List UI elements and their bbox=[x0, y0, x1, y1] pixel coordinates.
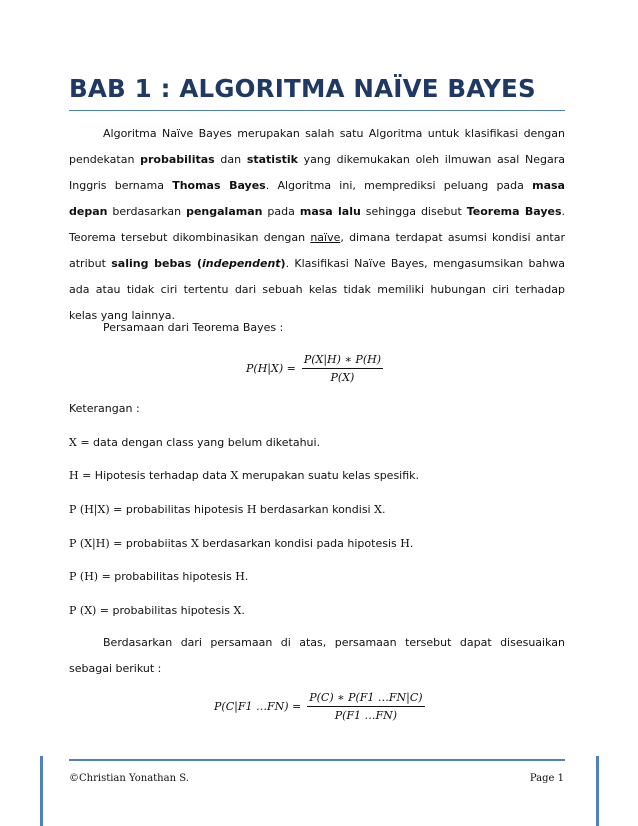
equation-intro: Persamaan dari Teorema Bayes : bbox=[103, 321, 284, 334]
definition-p-h-x: P (H|X) = probabilitas hipotesis H berdasarkan kondisi X. bbox=[69, 503, 386, 516]
intro-paragraph bbox=[69, 121, 565, 329]
chapter-title: BAB 1 : ALGORITMA NAÏVE BAYES bbox=[69, 74, 536, 103]
intro-line-3: Inggris bernama Thomas Bayes. Algoritma ini, memprediksi peluang pada masa bbox=[69, 179, 565, 192]
title-underline bbox=[69, 110, 565, 111]
keterangan-label: Keterangan : bbox=[69, 402, 140, 415]
formula2-numerator: P(C) ∗ P(F1 …FN|C) bbox=[307, 691, 424, 707]
footer-author: ©Christian Yonathan S. bbox=[69, 773, 189, 784]
intro-line-1: Algoritma Naïve Bayes merupakan salah satu Algoritma untuk klasifikasi dengan bbox=[103, 127, 565, 140]
intro-line-7: ada atau tidak ciri tertentu dari sebuah kelas tidak memiliki hubungan ciri terhadap bbox=[69, 283, 565, 296]
formula1-lhs: P(H|X) = bbox=[246, 362, 296, 375]
closing-line-1: Berdasarkan dari persamaan di atas, persamaan tersebut dapat disesuaikan bbox=[103, 636, 565, 649]
formula2-fraction bbox=[307, 691, 424, 722]
bayes-formula bbox=[246, 353, 383, 384]
left-corner-mark bbox=[40, 756, 43, 826]
intro-line-5: Teorema tersebut dikombinasikan dengan naïve, dimana terdapat asumsi kondisi antar bbox=[69, 231, 565, 244]
footer-page-number: Page 1 bbox=[529, 773, 564, 784]
formula1-denominator: P(X) bbox=[330, 371, 355, 384]
closing-paragraph bbox=[69, 630, 565, 682]
formula1-fraction bbox=[302, 353, 383, 384]
definition-p-x: P (X) = probabilitas hipotesis X. bbox=[69, 604, 245, 617]
right-corner-mark bbox=[596, 756, 599, 826]
closing-line-2: sebagai berikut : bbox=[69, 662, 162, 675]
intro-line-6: atribut saling bebas (independent). Klasifikasi Naïve Bayes, mengasumsikan bahwa bbox=[69, 257, 565, 270]
footer-rule bbox=[69, 759, 565, 761]
definition-h: H = Hipotesis terhadap data X merupakan suatu kelas spesifik. bbox=[69, 469, 420, 482]
definition-x: X = data dengan class yang belum diketahui. bbox=[69, 436, 321, 449]
definition-p-h: P (H) = probabilitas hipotesis H. bbox=[69, 570, 249, 583]
formula1-numerator: P(X|H) ∗ P(H) bbox=[302, 353, 383, 369]
naive-bayes-formula bbox=[214, 691, 425, 722]
intro-line-2: pendekatan probabilitas dan statistik yang dikemukakan oleh ilmuwan asal Negara bbox=[69, 153, 565, 166]
intro-line-4: depan berdasarkan pengalaman pada masa lalu sehingga disebut Teorema Bayes. bbox=[69, 205, 565, 218]
definition-p-x-h: P (X|H) = probabiitas X berdasarkan kondisi pada hipotesis H. bbox=[69, 537, 414, 550]
formula2-lhs: P(C|F1 …FN) = bbox=[214, 700, 302, 713]
formula2-denominator: P(F1 …FN) bbox=[334, 709, 398, 722]
intro-line-8: kelas yang lainnya. bbox=[69, 309, 176, 322]
